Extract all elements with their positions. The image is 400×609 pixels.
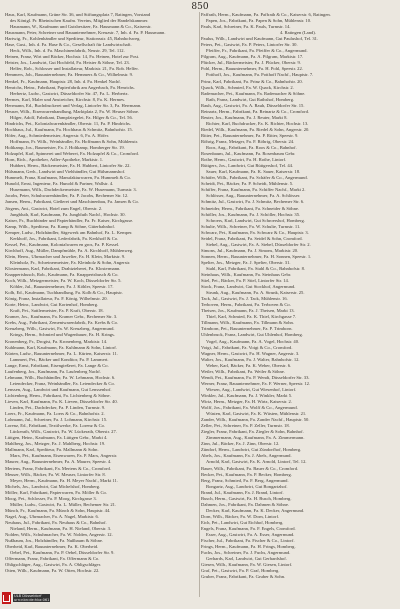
directory-entry-line: Lückerath, Wilh., Gastwirt, Fa. W. Lückerath, Oberstr. 27.: [10, 429, 117, 435]
left-column: [5, 12, 197, 574]
directory-entry-line: Hilger, Adolf, Fabrikant, Dampfziegelei, Fa. Hilger & Co., Tel. 56.: [10, 114, 133, 120]
directory-entry-line: Rath, Franz, Landwirt, Gut Rathshof, Homberg.: [206, 96, 295, 102]
directory-entry-line: Knappertsbusch, Rob., Kaufmann, Fa. Knappertsbusch & Co.: [5, 272, 119, 278]
directory-entry-line: Holzapfel, Karl, Spinnerei und Weberei, Fa. Holzapfel & Co., Cromford.: [5, 151, 140, 157]
directory-entry-line: Schiffer, Franz, Kaufmann, Fa. Schiffer Nachf., Markt 2.: [201, 187, 306, 193]
directory-entry-line: Hausmann, Peter, Schreiner und Bauunternehmer, Kreuzstr. 7, Inh. d. Fa. P. Hausmann.: [5, 30, 166, 36]
directory-entry-line: Krings, Herm., Schmied und Wagenbauer, Fa. H. Krings.: [10, 332, 115, 338]
directory-entry-line: Kleinholz, Fr., Schreinermeister, Fa. Kleinholz & Sohn, Angerstr.: [10, 259, 131, 265]
directory-entry-line: Möller, Karl, Fabrikant, Papierwaren, Fa. Möller & Co.: [5, 489, 108, 495]
directory-entry-line: Lammert, Pet., Bäcker und Konditor, Fa. P. Lammert.: [10, 356, 109, 362]
directory-entry-line: Hermes, Karl, Maler und Anstreicher, Kirchstr. 8, Fa. K. Hermes.: [5, 96, 126, 102]
directory-entry-line: Neuhaus, Jul., Fabrikant, Fa. Neuhaus & Co., Bahnhof.: [5, 519, 107, 525]
section-heading: 4. Ratingen (Land).: [280, 30, 316, 36]
directory-entry-line: Hausmann, W., Kaufmann und Gutsbesitzer, Fa. Hausmann & Co., Kaiserstr.: [10, 24, 152, 30]
directory-entry-line: Zündorf, Herm., Landwirt, Gut Zündorfhof, Homberg.: [201, 447, 302, 453]
directory-entry-line: Fischer, Jul., Fabrikant, Fa. Fischer & Co., Lintorf.: [201, 538, 295, 544]
directory-entry-line: Schäfer, Wilh., Fabrikant, Fa. Schäfer & Co., Angermund.: [201, 175, 308, 181]
directory-entry-line: Meyer, Herm., Kaufmann, Fa. H. Meyer Nachf., Markt 11.: [10, 477, 118, 483]
directory-entry-line: Scheidt, Pet., Bäcker, Fa. P. Scheidt, Mühlenstr. 5.: [201, 181, 294, 187]
directory-entry-line: Rothe, Herm., Gastwirt, Fa. H. Rothe, Lintorf.: [201, 157, 287, 163]
directory-entry-line: Strunk, Aug., Kaufmann, Fa. A. Strunk, Kaiserstr. 25.: [206, 290, 305, 296]
directory-entry-line: Busch, Herm., Gastwirt, Fa. H. Busch, Homberg.: [201, 495, 292, 501]
directory-entry-line: Eich, Pet., Landwirt, Gut Eichhof, Homberg.: [201, 519, 284, 525]
directory-entry-line: Kessel, Pet., Kaufmann, Kolonialwaren en gros, Fa. P. Kessel.: [5, 241, 120, 247]
directory-entry-line: Gerhards, Karl, Landwirt, Gut Gerhardshof.: [206, 556, 287, 562]
directory-entry-line: Meuser, Wilh., Bäcker, Fa. W. Meuser, Lintorfer Str. 8.: [5, 471, 106, 477]
directory-entry-line: Voigt, Jul., Fabrikant, Fa. Voigt & Co., Cromford.: [201, 344, 293, 350]
directory-entry-line: Stock, Franz, Landwirt, Gut Stockhof, Angermund.: [201, 284, 296, 290]
directory-entry-line: Wiesen, Aug., Landwirt, Gut Wiesenhof, Lintorf.: [206, 386, 297, 392]
directory-entry-line: Abels, Jos., Kaufmann, Fa. J. Abels, Angermund.: [201, 453, 292, 459]
directory-entry-line: Jacobs, Peter, Schuhwarenhändler, Fa. P. Jacobs, Bechemer Str. 12.: [5, 193, 129, 199]
directory-entry-line: Frings, Herm., Kaufmann, Fa. H. Frings, Homberg.: [201, 544, 296, 550]
directory-entry-line: Esser, Aug., Gastwirt, Fa. A. Esser, Angermund.: [206, 532, 295, 538]
directory-entry-line: Kreuzberg, Wilh., Gastwirt, Fa. W. Kreuzberg, Angermund.: [5, 326, 115, 332]
directory-entry-line: Herrmann, Ed., Buchdruckerei und Verlag, Lintorfer Str. 3, Fa. Herrmann.: [5, 102, 142, 108]
directory-entry-line: Zeller, Pet., Schreiner, Fa. P. Zeller, Turmstr. 18.: [201, 423, 290, 429]
page-number: 850: [191, 2, 209, 12]
directory-entry-line: Wirtz, Herm., Metzger, Fa. H. Wirtz, Kaiserstr. 2.: [201, 399, 292, 404]
directory-entry-line: Sauer, Karl, Kaufmann, Fa. K. Sauer, Kaiserstr. 18.: [206, 169, 301, 175]
directory-entry-line: Kronenberg, Fr., Drogist, Fa. Kronenberg, Marktstr. 14.: [5, 338, 108, 344]
directory-entry-line: Hoffmann, Fr. Wilh., Weinhändler, Fa. Hoffmann & Sohn, Mühlenstr.: [10, 138, 139, 144]
ulb-logo-icon: [2, 592, 11, 604]
directory-entry-line: Marx, Pet., Kaufmann, Eisenwaren, Fa. P. Marx, Angerstr.: [10, 453, 118, 459]
directory-entry-line: Rüttgers, Jos., Landwirt, Gut Rüttgershof, Tel. 44.: [201, 163, 294, 169]
directory-entry-line: Helfer, Rob., Schlosser und Installateur, Marktstr. 21, Fa. Rob. Helfer.: [10, 66, 139, 72]
directory-entry-line: Decker, Karl, Kaufmann, Fa. K. Decker, Angermund.: [206, 507, 305, 513]
directory-entry-line: Linden, Pet., Dachdecker, Fa. P. Linden, Turmstr. 9.: [10, 405, 106, 411]
directory-entry-line: Stiel, Pet., Bäcker, Fa. P. Stiel, Lintorfer Str. 14.: [201, 278, 289, 284]
directory-entry-line: Schroers, Karl, Landwirt, Gut Schroershof, Homberg.: [206, 217, 305, 223]
directory-entry-line: Richter, Karl, Buchdrucker, Fa. K. Richter, Hochstr. 13.: [206, 120, 309, 126]
directory-entry-line: Rademacher, Pet., Kaufmann, Fa. Rademacher & Söhne.: [201, 90, 306, 96]
directory-entry-line: Tack, Jul., Gastwirt, Fa. J. Tack, Mühlenstr. 16.: [201, 296, 288, 302]
directory-entry-line: Uhlenbruck, Franz, Landwirt, Gut Uhlenhof, Homberg.: [201, 332, 303, 338]
directory-entry-line: Kemper, Ludw., Holzhändler, Sägewerk am Bahnhof, Fa. L. Kemper.: [5, 229, 133, 235]
column-divider: [199, 12, 200, 597]
directory-entry-line: Hülsmann, Gerh., Landwirt und Viehhändler, Gut Hülsmannshof.: [5, 169, 126, 175]
directory-entry-line: Steinhaus, Wilh., Kaufmann, Fa. Steinhaus Gebr.: [201, 272, 292, 278]
directory-entry-line: Klein, Herm., Uhrmacher und Juwelier, Fa. H. Klein, Marktstr. 9.: [5, 253, 126, 259]
directory-entry-line: Lorenz, Ed., Fabrikant, Textilwerke, Fa. Lorenz & Co.: [5, 423, 106, 429]
directory-entry-line: König, Franz, Installateur, Fa. F. König, Wilhelmstr. 20.: [5, 296, 108, 302]
directory-entry-line: Otten, Wilh., Kaufmann, Fa. W. Otten, Hochstr. 22.: [5, 568, 100, 574]
directory-entry-line: Weiler, Wilh., Fabrikant, Fa. Weiler & Söhne.: [201, 368, 285, 374]
directory-entry-line: Schöller, Jos., Kaufmann, Fa. J. Schöller, Hochstr. 35.: [201, 211, 301, 217]
directory-entry-line: Wüsten, Karl, Gastwirt, Fa. K. Wüsten, Mühlenstr. 21.: [206, 411, 307, 417]
directory-entry-line: Hemmers, Joh., Bauunternehmer, Fa. Hemmers & Co., Wilhelmstr. 9.: [5, 72, 134, 78]
directory-entry-line: Potthoff, Jos., Kaufmann, Fa. Potthoff Nachf., Hauptstr. 7.: [206, 72, 314, 78]
directory-entry-line: Schneider, Herm., Fabrikant, Fa. Schneider & Söhne.: [201, 205, 300, 211]
directory-entry-line: Graf, Pet., Gastwirt, Fa. P. Graf, Homberg.: [201, 568, 280, 574]
directory-entry-line: Zimmermann, Aug., Kaufmann, Fa. A. Zimmermann.: [206, 435, 305, 441]
directory-entry-line: Kraft, Pet., Sattlermeister, Fa. P. Kraft, Oberstr. 18.: [10, 308, 104, 314]
directory-entry-line: Wendt, Pet., Kaufmann, Fa. P. Wendt, Düsseldorfer Str. 33.: [201, 374, 310, 380]
directory-entry-line: Lieven, Karl, Kaufmann, Fa. K. Lieven, Düsseldorfer Str. 40.: [5, 399, 118, 404]
directory-entry-line: Kamp, Wilh., Spediteur, Fa. Kamp & Söhne, Güterbahnhof.: [5, 223, 116, 229]
directory-entry-line: Pfeiffer, Fr., Fabrikant, Fa. Pfeiffer & Co., Angermund.: [206, 48, 308, 54]
directory-entry-line: Hummelt, Franz, Kaufmann, Manufakturwaren, Fa. Hummelt & Co.: [5, 175, 131, 181]
library-stamp: [2, 592, 50, 604]
directory-entry-line: Mahlberg, Jos., Metzger, Fa. J. Mahlberg, Hochstr. 19.: [5, 441, 106, 447]
directory-entry-line: Oberheid, Karl, Bauunternehmer, Fa. K. Oberheid.: [5, 544, 99, 550]
directory-entry-line: Berg, Franz, Schmied, Fa. F. Berg, Angermund.: [201, 477, 289, 483]
directory-entry-line: Zinn, Jul., Bäcker, Fa. J. Zinn, Oberstr. 12.: [201, 441, 280, 447]
directory-entry-line: Giesen, Wilh., Kaufmann, Fa. W. Giesen, Lintorf.: [201, 562, 293, 568]
directory-entry-line: Dahmen, Jos., Fabrikant, Fa. Dahmen & Söhne.: [201, 501, 290, 507]
directory-entry-line: Nolden, Wilh., Schuhmacher, Fa. W. Nolden, Angerstr. 12.: [5, 532, 113, 538]
directory-entry-line: Korte, Heinr., Landwirt, Gut Kortenhof, Homberg.: [5, 302, 99, 308]
directory-entry-line: Mertens, Franz, Fabrikant, Fa. Mertens & Co., Cromford.: [5, 465, 111, 471]
directory-entry-line: Werner, Franz, Bauunternehmer, Fa. F. Werner, Speestr. 12.: [201, 380, 311, 386]
directory-entry-line: Leiendecker, Franz, Weinhändler, Fa. Leiendecker & Co.: [10, 380, 115, 386]
directory-entry-line: Weber, Karl, Bäcker, Fa. K. Weber, Oberstr. 6.: [206, 362, 292, 368]
directory-entry-line: Paulus, Wilh., Landwirt und Kaufmann, Gut Paulushof, Tel. 31.: [201, 36, 319, 42]
directory-entry-line: Kürten, Ludw., Bauunternehmer, Fa. L. Kürten, Kaiserstr. 11.: [5, 350, 118, 356]
directory-entry-line: Jörgens, Ant., Gastwirt, Hotel zum Engel, Oberstr. 2.: [5, 205, 103, 211]
directory-entry-line: Rosenbaum, Jul., Kaufmann, Fa. Rosenbaum Gebr.: [201, 151, 296, 157]
directory-entry-line: Mallmann, Karl, Spediteur, Fa. Mallmann & Sohn.: [5, 447, 99, 453]
directory-entry-line: Kerkhoff, Jos., Fabrikant, Lederfabrik, Fa. Kerkhoff & Co.: [10, 235, 119, 241]
directory-entry-line: Lüttgen, Heinr., Kaufmann, Fa. Lüttgen Gebr., Markt 4.: [5, 435, 108, 441]
directory-entry-line: Bongartz, Aug., Landwirt, Gut Bongartzhof.: [206, 483, 288, 489]
directory-entry-line: Kaiser, Fr., Buchbinder und Papierhändler, Fa. Fr. Kaiser, Kirchgasse.: [5, 217, 134, 223]
directory-entry-line: Lange, Ernst, Fabrikant, Eisengießerei, Fa. Lange & Co.: [5, 362, 109, 368]
directory-entry-line: Tillmann, Wilh., Kaufmann, Fa. Tillmann & Sohn.: [201, 320, 294, 326]
directory-entry-line: Krebs, Aug., Fabrikant, Zementwarenfabrik, Fa. Krebs & Co.: [5, 320, 119, 326]
directory-entry-line: Vogel, Aug., Kaufmann, Fa. A. Vogel, Hochstr. 40.: [206, 338, 300, 344]
directory-entry-line: Nieland, Herm., Kaufmann, Fa. H. Nieland, Oberstr. 3.: [10, 525, 112, 531]
directory-entry-line: Lohmann, Jul., Schreiner, Fa. J. Lohmann, Kirchstr. 15.: [5, 417, 108, 423]
directory-entry-line: Heinen, Franz, Wirt und Bäcker, Hochstr. 14, Fa. Heinen, Hotel zur Post.: [5, 54, 140, 60]
directory-entry-line: Fuchs, Jos., Schreiner, Fa. J. Fuchs, Angermund.: [201, 550, 291, 556]
directory-entry-line: des Königl. Pr. Rheinischen Kaufm. Vereins, Mitglied der Handelskammer.: [10, 18, 149, 24]
right-column: [201, 12, 395, 580]
directory-entry-line: Köhler, Jul., Bauunternehmer, Fa. J. Köhler, Speestr. 17.: [10, 284, 114, 290]
directory-entry-line: Müller, Ludw., Gastwirt, Fa. L. Müller, Bechemer Str. 21.: [10, 501, 117, 507]
directory-entry-line: Pauls, Karl, Schreiner, Fa. K. Pauls, Turmstr. 14.: [201, 24, 291, 30]
directory-entry-line: Münch, Fr., Kaufmann, Fa. Münch & Sohn, Hauptstr. 44.: [5, 507, 111, 513]
directory-entry-line: Plücker, Jul., Bäckermeister, Fa. J. Plücker, Oberstr. 9.: [201, 60, 301, 66]
directory-entry-line: Papen, Jos., Fabrikant, Fa. Papen & Sohn, Mühlenstr. 10.: [206, 18, 312, 24]
directory-entry-line: Loers, Fr., Kaufmann, Fa. Loers & Co., Bahnhofstr. 2.: [5, 411, 105, 417]
directory-entry-line: Prinz, Karl, Fabrikant, Fa. Prinz & Co., Bahnhofstr. 20.: [201, 78, 303, 84]
directory-entry-line: Lenssen, Aug., Landwirt und Kaufmann, Gut Lenssenhof.: [5, 386, 112, 392]
directory-entry-line: Sonnen, Herm., Bauunternehmer, Fa. H. Sonnen, Speestr. 1.: [201, 253, 312, 259]
directory-entry-line: Spelter, Jos., Metzger, Fa. J. Spelter, Oberstr. 31.: [201, 259, 291, 265]
directory-entry-line: Hindrichs, Pet., Kolonialwarenhändler, Oberstr. 11, Fa. P. Hindrichs.: [5, 120, 131, 126]
directory-entry-line: Heuser, Wilh., Eisenwarenhandlung, Marktplatz 2, Fa. W. Heuser Söhne.: [5, 108, 140, 114]
directory-entry-line: Kramer, Jos., Kaufmann, Fa. Kramer Gebr., Bechemer Str. 3.: [5, 314, 118, 320]
directory-entry-line: Zander, Wilh., Kaufmann, Fa. Zander Nachf., Hauptstr. 50.: [201, 417, 310, 423]
directory-entry-line: Wolff, Jos., Fabrikant, Fa. Wolff & Co., Angermund.: [201, 405, 298, 411]
directory-entry-line: Pohl, Herm., Bauunternehmer, Fa. H. Pohl, Speestr. 22.: [201, 66, 303, 72]
directory-entry-line: Kolb, Ed., Kaufmann, Tuchhandlung, Fa. Kolb & Co., Hauptstr.: [5, 290, 123, 296]
directory-entry-line: Wagner, Herm., Gastwirt, Fa. H. Wagner, Angerstr. 3.: [201, 350, 300, 356]
directory-entry-line: Holtkamp, Jos., Baumeister, Fa. J. Holtkamp, Homberger Str. 19.: [5, 145, 125, 151]
directory-entry-line: Pilgram, Aug., Kaufmann, Fa. A. Pilgram, Marktstr. 17.: [201, 54, 304, 60]
directory-entry-line: Höfer, Aug., Schmiedemeister, Angerstr. 6, Fa. A. Höfer.: [5, 132, 109, 138]
directory-entry-line: Koch, Wilh., Metzgermeister, Fa. W. Koch, Düsseldorfer Str. 5.: [5, 278, 122, 284]
directory-entry-line: Oebel, Pet., Kaufmann, Fa. P. Oebel, Düsseldorfer Str. 9.: [10, 550, 115, 556]
directory-entry-line: Peters, Pet., Gastwirt, Fa. P. Peters, Lintorfer Str. 30.: [201, 42, 298, 48]
directory-entry-line: Haus, Karl, Kaufmann, Grüne Str. 36, und Stiftungsplatz 7, Ratingen, Vorstand: [5, 12, 151, 17]
directory-entry-line: Schwarz, Pet., Kaufmann, Fa. Schwarz & Co., Hauptstr. 3.: [201, 229, 309, 235]
directory-entry-line: Hochhaus, Jul., Kaufmann, Fa. Hochhaus & Schmitz, Bahnhofstr. 15.: [5, 126, 133, 132]
directory-entry-line: Laufenberg, Jos., Kaufmann, Fa. Laufenberg Nachf.: [5, 368, 101, 374]
directory-entry-line: Brand, Jul., Kaufmann, Fa. J. Brand, Lintorf.: [201, 489, 284, 495]
directory-entry-line: Nußbaum, Jos., Holzhändler, Fa. Nußbaum & Söhne.: [5, 538, 104, 544]
directory-entry-line: Hunold, Ernst, Ingenieur, Fa. Hunold & Partner, Wallstr. 4.: [5, 181, 114, 187]
stamp-line-2: urn:nbn:de:hbz:061: [14, 598, 50, 602]
stamp-line-1: ULB Düsseldorf: [14, 593, 42, 598]
directory-entry-line: Schulte, Wilh., Schreiner, Fa. W. Schulte, Turmstr. 11.: [201, 223, 301, 229]
directory-entry-line: Hubbert, Herm., Bäckermeister, Fa. H. Hubbert, Lintorfer Str. 22.: [10, 163, 131, 169]
directory-entry-line: Gruber, Franz, Fabrikant, Fa. Gruber & Sohn.: [201, 574, 286, 580]
directory-entry-line: Kuhlmann, Karl, Kaufmann, Fa. Kuhlmann & Sohn, Lintorf.: [5, 344, 117, 350]
directory-entry-line: Simons, Jul., Kaufmann, Fa. J. Simons, Marktstr. 20.: [201, 247, 299, 253]
directory-entry-line: Reinartz, Herm., Fabrikant, Fa. Reinartz & Co., Cromford.: [201, 108, 310, 114]
directory-entry-line: Lichtenberg, Herm., Fabrikant, Fa. Lichtenberg & Söhne.: [5, 392, 111, 398]
directory-entry-line: Heck, Wilh., Inh. d. Fa. Maschinenfabrik, Neustr. 29, Tel. 112.: [10, 48, 125, 54]
directory-entry-line: Roos, Aug., Fabrikant, Fa. Roos & Co., Bahnhof.: [206, 145, 297, 151]
directory-entry-line: Henrichs, Heinr., Fabrikant, Papierfabrik am Angerbach, Fa. Henrichs.: [5, 84, 135, 90]
directory-entry-line: Walter, Jos., Kaufmann, Fa. J. Walter, Bahnhofstr. 12.: [201, 356, 300, 362]
directory-entry-line: Bauer, Wilh., Fabrikant, Fa. Bauer & Co., Cromford.: [201, 465, 299, 471]
directory-entry-line: Maurer, Aug., Bauunternehmer, Fa. A. Maurer, Speestr. 4.: [5, 459, 112, 465]
directory-entry-line: Heister, Jos., Landwirt, Gut Hochfeld, Fa. Heister & Söhne, Tel. 23.: [5, 60, 130, 66]
directory-entry-line: Henkel, Fr., Kaufmann, Hauptstr. 28, Inh. d. Fa. Henkel Nachf.: [5, 78, 121, 84]
directory-entry-line: Moog, Pet., Schlosser, Fa. P. Moog, Kirchgasse 3.: [5, 495, 97, 501]
directory-entry-line: Horn, Rich., Apotheker, Adler-Apotheke, Marktstr. 1.: [5, 157, 104, 163]
directory-entry-line: Siebel, Aug., Gastwirt, Fa. A. Siebel, Düsseldorfer Str. 2.: [206, 241, 311, 247]
stamp-text: [13, 594, 50, 602]
directory-entry-line: Trimborn, Pet., Bauunternehmer, Fa. P. Trimborn.: [201, 326, 293, 332]
directory-entry-line: Röhrig, Franz, Metzger, Fa. F. Röhrig, Oberstr. 24.: [201, 138, 295, 144]
directory-entry-line: Offermann, Franz, Fabrikant, Fa. Offermann & Co.: [5, 556, 100, 562]
directory-entry-line: Schmitz, Jul., Gastwirt, Fa. J. Schmitz, Bechemer Str. 6.: [201, 199, 305, 205]
directory-entry-line: Kirchhoff, Aug., Müller, Dampfmühle, Fa. A. Kirchhoff, Mühlenweg.: [5, 247, 134, 253]
directory-entry-line: Becker, Pet., Kaufmann, Fa. P. Becker, Homberg.: [201, 471, 292, 477]
directory-entry-line: Jungbluth, Karl, Kaufmann, Fa. Jungbluth Nachf., Hochstr. 30.: [10, 211, 126, 217]
directory-entry-line: Nagel, Aug., Uhrmacher, Fa. A. Nagel, Marktstr. 6.: [5, 513, 99, 519]
directory-entry-line: Winkler, Jul., Kaufmann, Fa. J. Winkler, Markt 5.: [201, 392, 293, 398]
directory-entry-line: Stahl, Karl, Fabrikant, Fa. Stahl & Co., Bahnhofstr. 8.: [206, 265, 306, 271]
directory-entry-line: Terboven, Herm., Fabrikant, Fa. Terboven & Co.: [201, 302, 291, 308]
directory-entry-line: Husemann, Wilh., Dachdeckermeister, Fa. W. Husemann, Turmstr. 3.: [10, 187, 137, 193]
directory-entry-line: Jansen, Herm., Fabrikant, Gießerei und Maschinenbau, Fa. Jansen & Co.: [5, 199, 139, 205]
directory-entry-line: Michels, Jos., Landwirt, Gut Michelshof, Homberg.: [5, 483, 101, 489]
directory-entry-line: Hartwig, Fr., Kohlenhändler und Spediteur, Stationsstr. 45, Bahnhofsweg.: [5, 36, 141, 42]
directory-entry-line: Paffrath, Herm., Kaufmann, Fa. Paffrath & Co., Kaiserstr. 6, Ratingen.: [201, 12, 331, 17]
directory-entry-line: Ziegler, Franz, Fabrikant, Fa. Ziegler & Sohn, Bahnhof.: [201, 429, 304, 435]
directory-entry-line: Hase, Gust., Inh. d. Fa. Hase & Co., Gesellschaft für Landwirtschaft.: [5, 42, 132, 48]
directory-entry-line: Dorn, Wilh., Bäcker, Fa. W. Dorn, Lintorf.: [201, 513, 280, 519]
directory-entry-line: Theisen, Jos., Kaufmann, Fa. J. Theisen, Markt 13.: [201, 308, 295, 314]
directory-entry-line: Riedel, Wilh., Kaufmann, Fa. Riedel & Sohn, Angerstr. 20.: [201, 126, 310, 132]
directory-entry-line: Thiel, Karl, Schmied, Fa. K. Thiel, Kirchgasse 7.: [206, 314, 297, 320]
directory-entry-line: Rauh, Aug., Gastwirt, Fa. A. Rauh, Düsseldorfer Str. 15.: [201, 102, 305, 108]
directory-entry-line: Lehmann, Wilh., Buchhändler, Fa. W. Lehmann, Hochstr. 6.: [5, 374, 116, 380]
directory-entry-line: Quack, Wilh., Schmied, Fa. W. Quack, Kirchstr. 2.: [201, 84, 294, 90]
directory-entry-line: Schlösser, Aug., Bauunternehmer, Fa. A. Schlösser.: [206, 193, 301, 199]
directory-entry-line: Reuter, Jos., Kaufmann, Fa. J. Reuter, Markt 8.: [201, 114, 288, 120]
directory-entry-line: Ritter, Pet., Bauunternehmer, Fa. P. Ritter, Speestr. 9.: [201, 132, 299, 138]
directory-entry-line: Herbertz, Ludw., Gastwirt, Düsseldorfer Str. 47, Fa. L. Herbertz.: [10, 90, 129, 96]
directory-entry-line: Seidel, Franz, Fabrikant, Fa. Seidel & Sohn, Cromford.: [201, 235, 303, 241]
directory-entry-line: Engels, Franz, Kaufmann, Fa. F. Engels, Cromford.: [201, 525, 296, 531]
directory-entry-line: Ohligschläger, Aug., Gastwirt, Fa. A. Ohligschläger.: [5, 562, 102, 568]
directory-entry-line: Klostermann, Karl, Fabrikant, Drahtzieherei, Fa. Klostermann.: [5, 265, 121, 271]
directory-entry-line: Arnold, Karl, Gastwirt, Fa. K. Arnold, Lintorf, Tel. 12.: [206, 459, 307, 465]
